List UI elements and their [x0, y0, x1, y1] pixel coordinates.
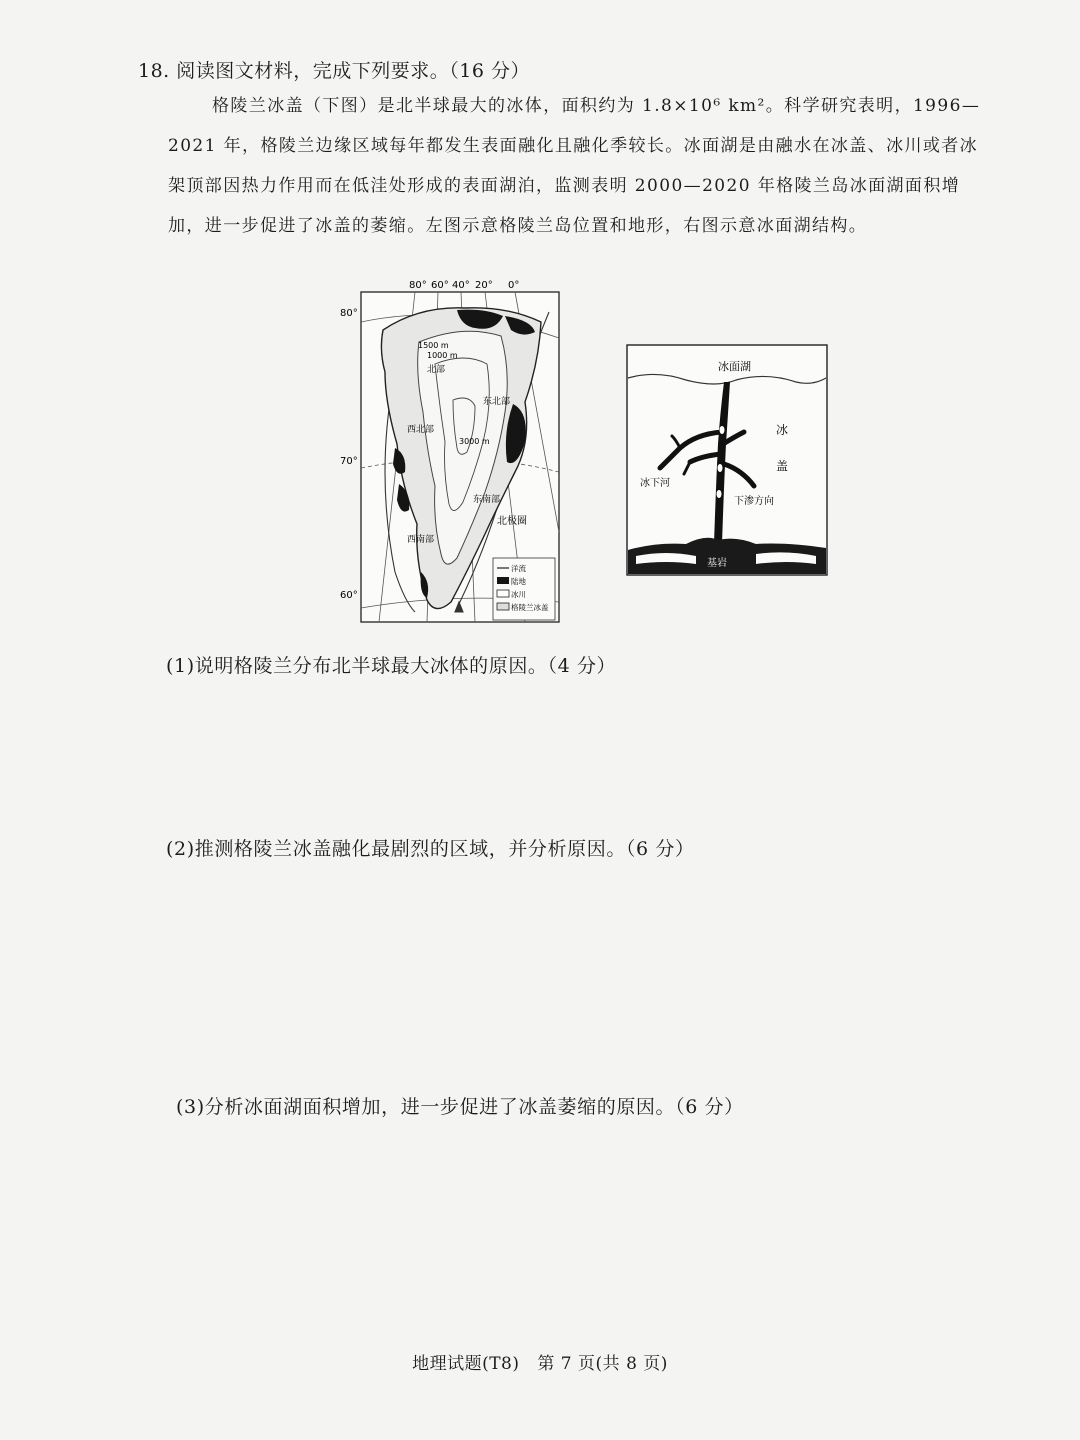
- legend-item: 洋流: [511, 564, 526, 573]
- subquestion-2: (2)推测格陵兰冰盖融化最剧烈的区域，并分析原因。（6 分）: [166, 838, 695, 860]
- lon-label: 60°: [431, 280, 449, 291]
- contour-label: 3000 m: [459, 437, 490, 446]
- bedrock-label: 基岩: [707, 558, 727, 569]
- region-label: 北部: [427, 365, 446, 375]
- greenland-map: [335, 272, 565, 632]
- lat-label: 60°: [340, 590, 358, 601]
- region-label: 西北部: [407, 425, 435, 435]
- lat-label: 80°: [340, 308, 358, 319]
- lake-structure-diagram: [626, 344, 828, 576]
- lon-label: 80°: [409, 280, 427, 291]
- region-label: 东南部: [473, 495, 501, 505]
- footer-subject: 地理试题(T8): [412, 1354, 520, 1374]
- map-legend: [493, 558, 555, 620]
- lon-label: 0°: [508, 280, 520, 291]
- lon-label: 20°: [475, 280, 493, 291]
- ice-sheet-label: 盖: [776, 459, 789, 473]
- lon-label: 40°: [452, 280, 470, 291]
- question-title: 18. 阅读图文材料，完成下列要求。（16 分）: [138, 60, 530, 82]
- lake-structure-svg: [626, 344, 828, 576]
- region-label: 西南部: [407, 535, 435, 545]
- contour-label: 1500 m: [418, 341, 449, 350]
- seep-label: 下渗方向: [734, 496, 774, 507]
- region-label: 东北部: [483, 397, 511, 407]
- footer-page: 第 7 页(共 8 页): [537, 1354, 668, 1374]
- material-paragraph: 格陵兰冰盖（下图）是北半球最大的冰体，面积约为 1.8×10⁶ km²。科学研究表明，1996—2021 年，格陵兰边缘区域每年都发生表面融化且融化季较长。冰面湖是由融水在冰盖、冰川或者冰架顶部因热力作用而在低洼处形成的表面湖泊，监测表明 2000—2020 年格陵兰岛冰面湖面积增加，进一步促进了冰盖的萎缩。左图示意格陵兰岛位置和地形，右图示意冰面湖结构。: [168, 96, 981, 236]
- subquestion-1: (1)说明格陵兰分布北半球最大冰体的原因。（4 分）: [166, 655, 617, 677]
- contour-label: 1000 m: [427, 351, 458, 360]
- greenland-map-svg: [335, 272, 565, 632]
- lat-label: 70°: [340, 456, 358, 467]
- legend-item: 冰川: [511, 590, 526, 599]
- ice-sheet-label: 冰: [776, 423, 789, 437]
- lake-label: 冰面湖: [718, 360, 751, 373]
- subquestion-3: (3)分析冰面湖面积增加，进一步促进了冰盖萎缩的原因。（6 分）: [176, 1096, 744, 1118]
- arctic-circle-label: 北极圈: [497, 516, 527, 527]
- legend-item: 陆地: [511, 577, 526, 586]
- page-footer: [0, 1349, 1080, 1374]
- channel-label: 冰下河: [640, 478, 670, 489]
- legend-item: 格陵兰冰盖: [511, 603, 549, 612]
